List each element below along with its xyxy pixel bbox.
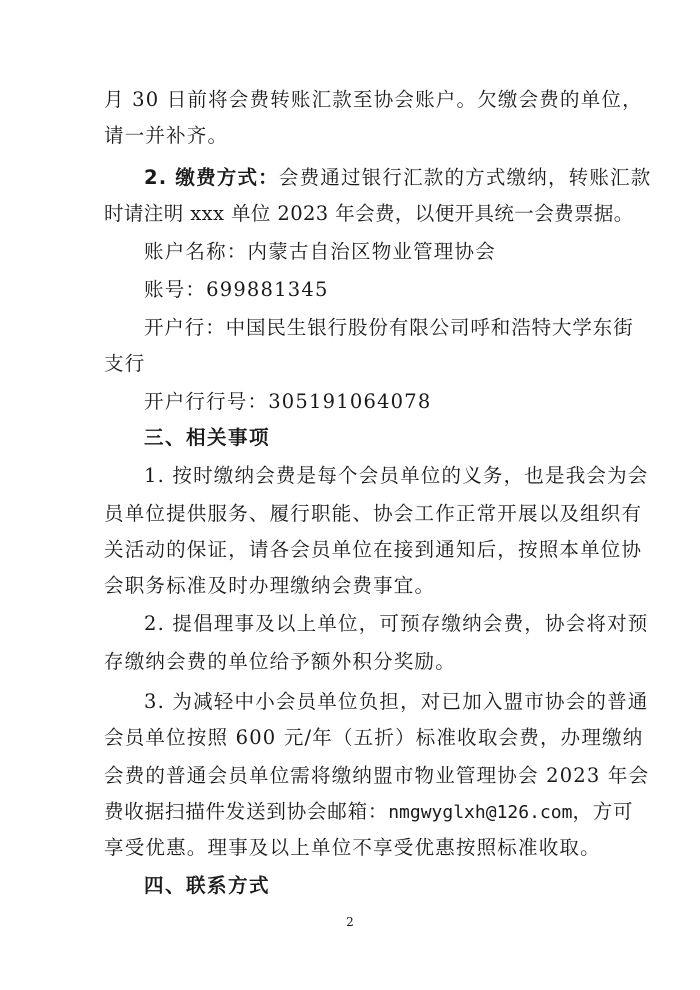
email-line-text: 费收据扫描件发送到协会邮箱： [104, 800, 389, 823]
paragraph-line: 存缴纳会费的单位给予额外积分奖励。 [104, 650, 456, 673]
page-number: 2 [346, 915, 354, 929]
paragraph-line: 月 30 日前将会费转账汇款至协会账户。欠缴会费的单位， [104, 88, 643, 111]
paragraph-line: 关活动的保证，请各会员单位在接到通知后，按照本单位协 [104, 538, 643, 561]
account-name: 账户名称：内蒙古自治区物业管理协会 [144, 240, 496, 263]
bank-name-line: 支行 [104, 352, 146, 375]
paragraph-line: 享受优惠。理事及以上单位不享受优惠按照标准收取。 [104, 836, 601, 859]
paragraph-line: 1. 按时缴纳会费是每个会员单位的义务，也是我会为会 [144, 464, 649, 487]
account-number: 账号：699881345 [144, 278, 329, 301]
paragraph-line: 请一并补齐。 [104, 124, 229, 147]
paragraph-line: 会员单位按照 600 元/年（五折）标准收取会费，办理缴纳 [104, 726, 644, 749]
email-line-text-end: ，方可 [572, 800, 634, 823]
email-line [104, 798, 634, 826]
association-email: nmgwyglxh@126.com [388, 802, 573, 823]
paragraph-line: 3. 为减轻中小会员单位负担，对已加入盟市协会的普通 [144, 690, 649, 713]
section-heading: 三、相关事项 [144, 426, 271, 449]
payment-method-text: 会费通过银行汇款的方式缴纳，转账汇款 [278, 166, 652, 189]
section-heading: 四、联系方式 [144, 874, 271, 897]
paragraph-line: 2. 提倡理事及以上单位，可预存缴纳会费，协会将对预 [144, 612, 649, 635]
paragraph-line: 会职务标准及时办理缴纳会费事宜。 [104, 574, 436, 597]
paragraph-line: 时请注明 xxx 单位 2023 年会费，以便开具统一会费票据。 [104, 202, 634, 225]
bank-code: 开户行行号：305191064078 [144, 390, 432, 413]
bank-name-line: 开户行：中国民生银行股份有限公司呼和浩特大学东街 [144, 316, 634, 339]
paragraph-line: 会费的普通会员单位需将缴纳盟市物业管理协会 2023 年会 [104, 764, 650, 787]
paragraph-line: 员单位提供服务、履行职能、协会工作正常开展以及组织有 [104, 502, 643, 525]
payment-method-line [144, 164, 652, 192]
payment-method-label: 2. 缴费方式： [144, 166, 279, 189]
